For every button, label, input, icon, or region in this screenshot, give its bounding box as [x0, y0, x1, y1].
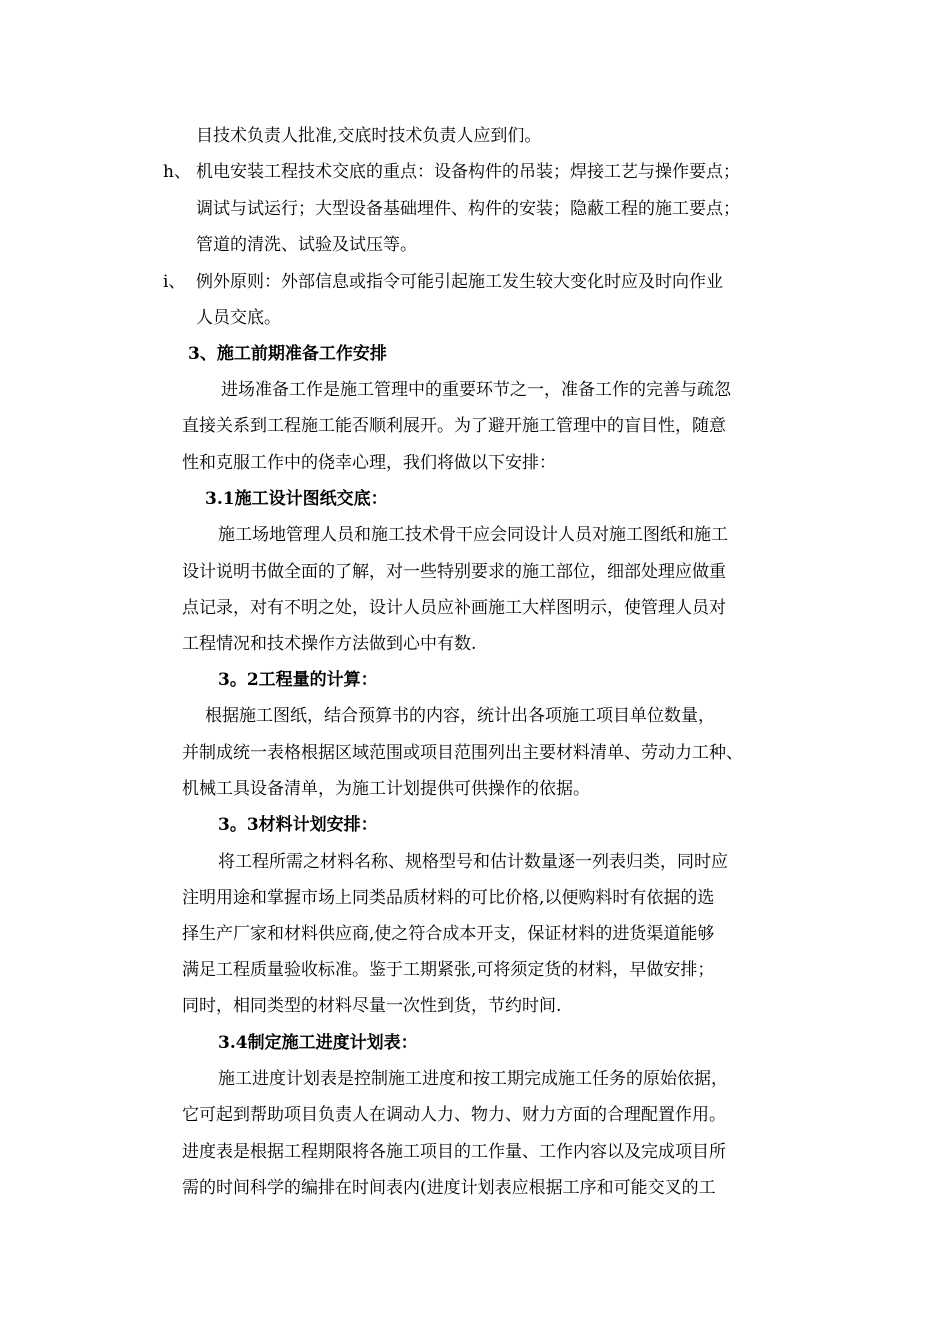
paragraph-line: 施工场地管理人员和施工技术骨干应会同设计人员对施工图纸和施工 [218, 525, 728, 545]
paragraph-line: 进度表是根据工程期限将各施工项目的工作量、工作内容以及完成项目所 [182, 1142, 726, 1162]
paragraph-line: 满足工程质量验收标准。鉴于工期紧张,可将须定货的材料，早做安排； [182, 960, 715, 980]
list-item-h-line: 调试与试运行；大型设备基础埋件、构件的安装；隐蔽工程的施工要点； [196, 199, 740, 219]
paragraph-line: 机械工具设备清单，为施工计划提供可供操作的依据。 [182, 779, 590, 799]
list-item-h-line: 机电安装工程技术交底的重点：设备构件的吊装；焊接工艺与操作要点； [196, 162, 740, 182]
section-heading-3-3: 3。3材料计划安排： [218, 815, 378, 835]
paragraph-line: 并制成统一表格根据区域范围或项目范围列出主要材料清单、劳动力工种、 [182, 743, 743, 763]
list-item-i-line: 例外原则：外部信息或指令可能引起施工发生较大变化时应及时向作业 [196, 272, 723, 292]
paragraph-line: 目技术负责人批准,交底时技术负责人应到们。 [196, 126, 542, 146]
paragraph-line: 同时，相同类型的材料尽量一次性到货，节约时间. [182, 996, 562, 1016]
paragraph-line: 它可起到帮助项目负责人在调动人力、物力、财力方面的合理配置作用。 [182, 1105, 726, 1125]
list-marker-h: h、 [163, 162, 191, 182]
paragraph-line: 进场准备工作是施工管理中的重要环节之一，准备工作的完善与疏忽 [221, 380, 731, 400]
paragraph-line: 施工进度计划表是控制施工进度和按工期完成施工任务的原始依据， [218, 1069, 728, 1089]
section-heading-3-1: 3.1施工设计图纸交底： [205, 489, 388, 509]
paragraph-line: 直接关系到工程施工能否顺利展开。为了避开施工管理中的盲目性，随意 [182, 416, 726, 436]
section-heading-3-4: 3.4制定施工进度计划表： [218, 1033, 418, 1053]
list-item-h-line: 管道的清洗、试验及试压等。 [196, 235, 417, 255]
section-heading-3-2: 3。2工程量的计算： [218, 670, 378, 690]
paragraph-line: 设计说明书做全面的了解，对一些特别要求的施工部位，细部处理应做重 [182, 562, 726, 582]
section-heading-3: 3、施工前期准备工作安排 [188, 344, 387, 364]
paragraph-line: 需的时间科学的编排在时间表内(进度计划表应根据工序和可能交叉的工 [182, 1178, 716, 1198]
paragraph-line: 工程情况和技术操作方法做到心中有数. [182, 634, 477, 654]
list-marker-i: i、 [163, 272, 186, 292]
paragraph-line: 将工程所需之材料名称、规格型号和估计数量逐一列表归类，同时应 [218, 852, 728, 872]
paragraph-line: 根据施工图纸，结合预算书的内容，统计出各项施工项目单位数量， [205, 706, 715, 726]
paragraph-line: 注明用途和掌握市场上同类品质材料的可比价格,以便购料时有依据的选 [182, 888, 715, 908]
list-item-i-line: 人员交底。 [196, 308, 281, 328]
paragraph-line: 点记录，对有不明之处，设计人员应补画施工大样图明示，使管理人员对 [182, 598, 726, 618]
paragraph-line: 性和克服工作中的侥幸心理，我们将做以下安排： [182, 453, 556, 473]
paragraph-line: 择生产厂家和材料供应商,使之符合成本开支，保证材料的进货渠道能够 [182, 924, 715, 944]
